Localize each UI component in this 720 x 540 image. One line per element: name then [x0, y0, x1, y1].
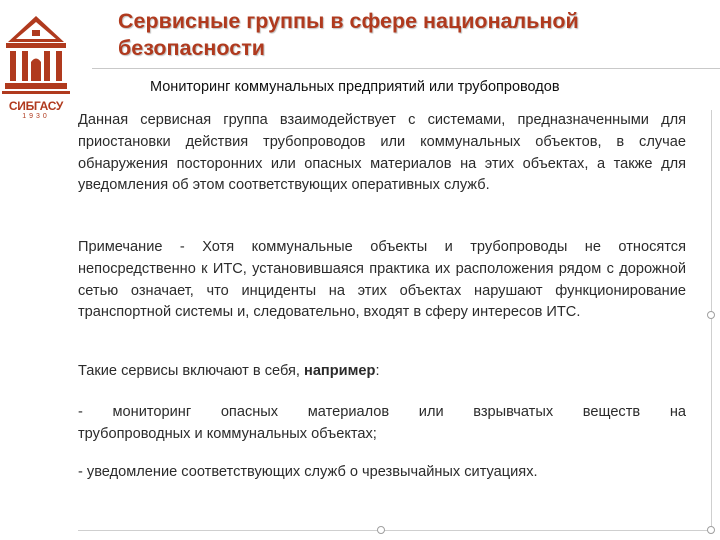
resize-handle-right[interactable]: [707, 311, 715, 319]
title-divider: [92, 68, 720, 69]
paragraph-note: Примечание - Хотя коммунальные объекты и трубопроводы не относятся непосредственно к ИТС, установившаяся практика их расположения рядом с дорожной сетью означает, что инциденты на этих объектах нарушают функционирование транспортной системы и, следовательно, входят в сферу интересов ИТС.: [78, 239, 686, 321]
resize-handle-bottom[interactable]: [377, 526, 385, 534]
intro-text: Такие сервисы включают в себя,: [78, 363, 304, 379]
paragraph-intro: [78, 361, 686, 383]
university-logo: [2, 6, 70, 122]
logo-year: 1930: [22, 113, 50, 120]
slide-title: Сервисные группы в сфере национальной безопасности: [118, 9, 579, 60]
text-frame-right-edge: [711, 110, 712, 530]
list-item-line-2: трубопроводных и коммунальных объектах;: [78, 425, 377, 442]
list-item: [78, 402, 686, 446]
logo-text: СИБГАСУ: [8, 99, 64, 113]
slide-subtitle: Мониторинг коммунальных предприятий или трубопроводов: [150, 79, 560, 95]
intro-colon: :: [375, 363, 380, 379]
text-frame-bottom-edge: [78, 530, 712, 531]
intro-emphasis: например: [304, 363, 376, 379]
list-item: - уведомление соответствующих служб о чрезвычайных ситуациях.: [78, 464, 538, 480]
list-item-line-1: - мониторинг опасных материалов или взрывчатых веществ на: [78, 404, 686, 420]
resize-handle-corner[interactable]: [707, 526, 715, 534]
paragraph-description: Данная сервисная группа взаимодействует с системами, предназначенными для приостановки действия трубопроводов или коммунальных объектов, в случае обнаружения посторонних или опасных материалов на этих объектах, а также для уведомления об этом соответствующих оперативных служб.: [78, 112, 686, 194]
